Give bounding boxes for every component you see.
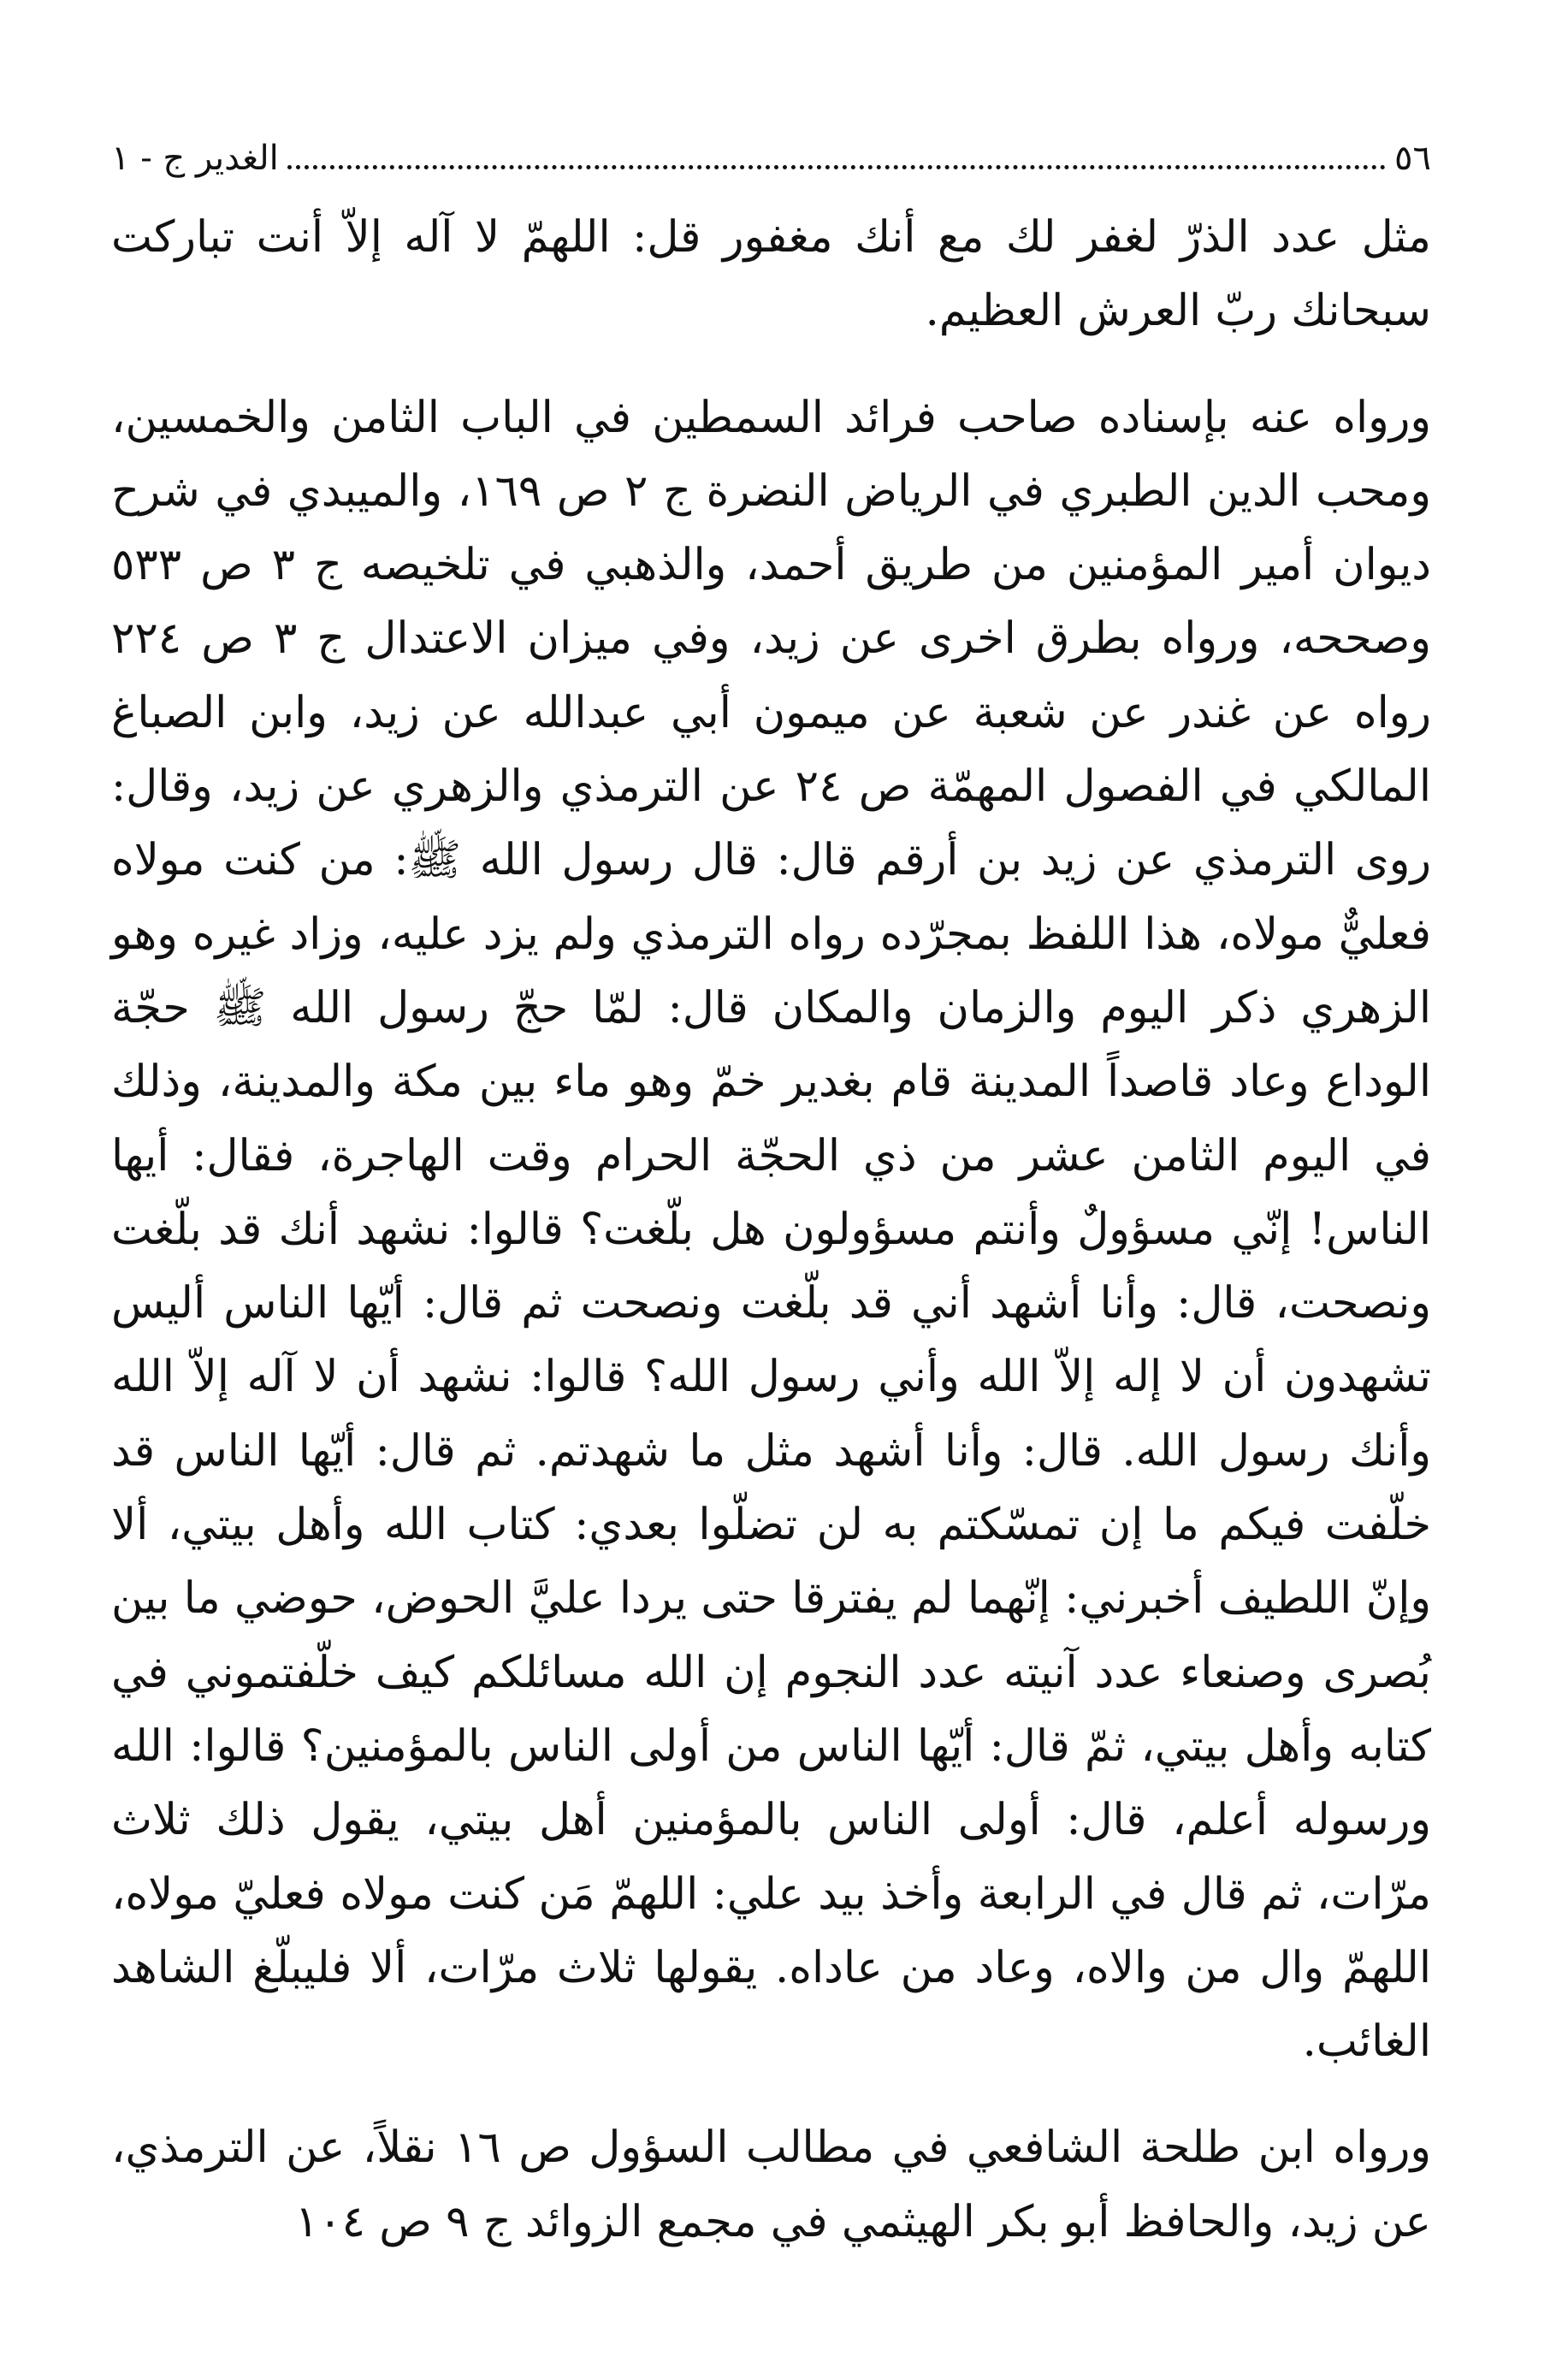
book-title: الغدير ج - ١ [111, 139, 279, 178]
paragraph-further-sources: ورواه ابن طلحة الشافعي في مطالب السؤول ص ١٦ نقلاً، عن الترمذي، عن زيد، والحافظ أبو بكر الهيثمي في مجمع الزوائد ج ٩ ص ١٠٤ [111, 2122, 1432, 2247]
header-dot-leader [287, 165, 1386, 169]
paragraph-ghadir-narration: ورواه عنه بإسناده صاحب فرائد السمطين في الباب الثامن والخمسين، ومحب الدين الطبري في الرياض النضرة ج ٢ ص ١٦٩، والميبدي في شرح ديوان أمير المؤمنين من طريق أحمد، والذهبي في تلخيصه ج ٣ ص ٥٣٣ وصححه، ورواه بطرق اخرى عن زيد، وفي ميزان الاعتدال ج ٣ ص ٢٢٤ رواه عن غندر عن شعبة عن ميمون أبي عبدالله عن زيد، وابن الصباغ المالكي في الفصول المهمّة ص ٢٤ عن الترمذي والزهري عن زيد، وقال: روى الترمذي عن زيد بن أرقم قال: قال رسول الله ﷺ: من كنت مولاه فعليٌّ مولاه، هذا اللفظ بمجرّده رواه الترمذي ولم يزد عليه، وزاد غيره وهو الزهري ذكر اليوم والزمان والمكان قال: لمّا حجّ رسول الله ﷺ حجّة الوداع وعاد قاصداً المدينة قام بغدير خمّ وهو ماء بين مكة والمدينة، وذلك في اليوم الثامن عشر من ذي الحجّة الحرام وقت الهاجرة، فقال: أيها الناس! إنّي مسؤولٌ وأنتم مسؤولون هل بلّغت؟ قالوا: نشهد أنك قد بلّغت ونصحت، قال: وأنا أشهد أني قد بلّغت ونصحت ثم قال: أيّها الناس أليس تشهدون أن لا إله إلاّ الله وأني رسول الله؟ قالوا: نشهد أن لا آله إلاّ الله وأنك رسول الله. قال: وأنا أشهد مثل ما شهدتم. ثم قال: أيّها الناس قد خلّفت فيكم ما إن تمسّكتم به لن تضلّوا بعدي: كتاب الله وأهل بيتي، ألا وإنّ اللطيف أخبرني: إنّهما لم يفترقا حتى يردا عليَّ الحوض، حوضي ما بين بُصرى وصنعاء عدد آنيته عدد النجوم إن الله مسائلكم كيف خلّفتموني في كتابه وأهل بيتي، ثمّ قال: أيّها الناس من أولى الناس بالمؤمنين؟ قالوا: الله ورسوله أعلم، قال: أولى الناس بالمؤمنين أهل بيتي، يقول ذلك ثلاث مرّات، ثم قال في الرابعة وأخذ بيد علي: اللهمّ مَن كنت مولاه فعليّ مولاه، اللهمّ وال من والاه، وعاد من عاداه. يقولها ثلاث مرّات، ألا فليبلّغ الشاهد الغائب. [111, 392, 1431, 2068]
page-number: ٥٦ [1394, 139, 1431, 178]
page-body [111, 201, 1431, 2259]
running-header [111, 128, 1431, 188]
paragraph-prayer-ending: مثل عدد الذرّ لغفر لك مع أنك مغفور قل: اللهمّ لا آله إلاّ أنت تباركت سبحانك ربّ العرش العظيم. [111, 212, 1431, 337]
